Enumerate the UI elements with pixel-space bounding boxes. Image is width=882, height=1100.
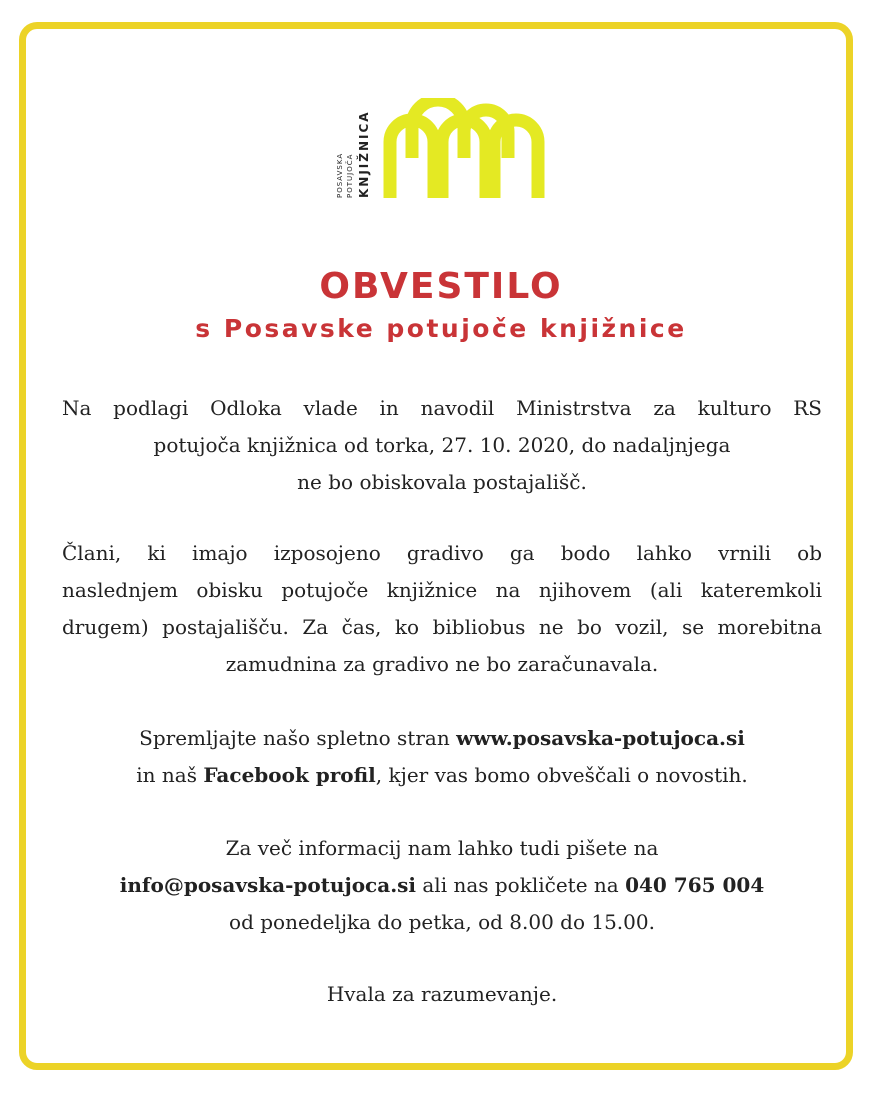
logo-wordmark xyxy=(334,98,374,202)
phone-number[interactable]: 040 765 004 xyxy=(625,873,765,897)
library-logo xyxy=(334,98,548,202)
paragraph-line: zamudnina za gradivo ne bo zaračunavala. xyxy=(225,652,659,676)
library-arches-icon xyxy=(382,98,546,202)
closing-text xyxy=(62,976,822,1013)
paragraph-line: Hvala za razumevanje. xyxy=(326,982,558,1006)
website-link[interactable]: www.posavska-potujoca.si xyxy=(456,726,745,750)
facebook-profile-link[interactable]: Facebook profil xyxy=(203,763,376,787)
text-segment: ali nas pokličete na xyxy=(416,873,626,897)
paragraph-contact xyxy=(62,830,822,941)
paragraph-line xyxy=(62,720,822,757)
paragraph-follow xyxy=(62,720,822,794)
paragraph-closure xyxy=(62,390,822,501)
paragraph-line xyxy=(62,867,822,904)
notice-title: OBVESTILO xyxy=(319,266,563,307)
paragraph-line: potujoča knjižnica od torka, 27. 10. 2020, do nadaljnjega xyxy=(153,433,731,457)
paragraph-line xyxy=(62,757,822,794)
logo-line-knjiznica: KNJIŽNICA xyxy=(357,110,371,198)
paragraph-line: od ponedeljka do petka, od 8.00 do 15.00. xyxy=(229,910,655,934)
paragraph-line: Za več informacij nam lahko tudi pišete na xyxy=(225,836,659,860)
email-link[interactable]: info@posavska-potujoca.si xyxy=(119,873,417,897)
paragraph-returns xyxy=(62,535,822,683)
logo-line-potujoca: POTUJOČA xyxy=(346,153,354,198)
paragraph-line: Člani, ki imajo izposojeno gradivo ga bodo lahko vrnili ob xyxy=(62,541,822,565)
logo-line-posavska: POSAVSKA xyxy=(336,152,344,198)
paragraph-line: Na podlagi Odloka vlade in navodil Ministrstva za kulturo RS xyxy=(62,396,822,420)
paragraph-line: ne bo obiskovala postajališč. xyxy=(297,470,587,494)
text-segment: Spremljajte našo spletno stran xyxy=(139,726,457,750)
paragraph-line: naslednjem obisku potujoče knjižnice na njihovem (ali kateremkoli xyxy=(62,578,822,602)
paragraph-line: drugem) postajališču. Za čas, ko bibliobus ne bo vozil, se morebitna xyxy=(62,615,822,639)
text-segment: , kjer vas bomo obveščali o novostih. xyxy=(375,763,748,787)
text-segment: in naš xyxy=(136,763,204,787)
notice-subtitle: s Posavske potujoče knjižnice xyxy=(195,314,687,343)
